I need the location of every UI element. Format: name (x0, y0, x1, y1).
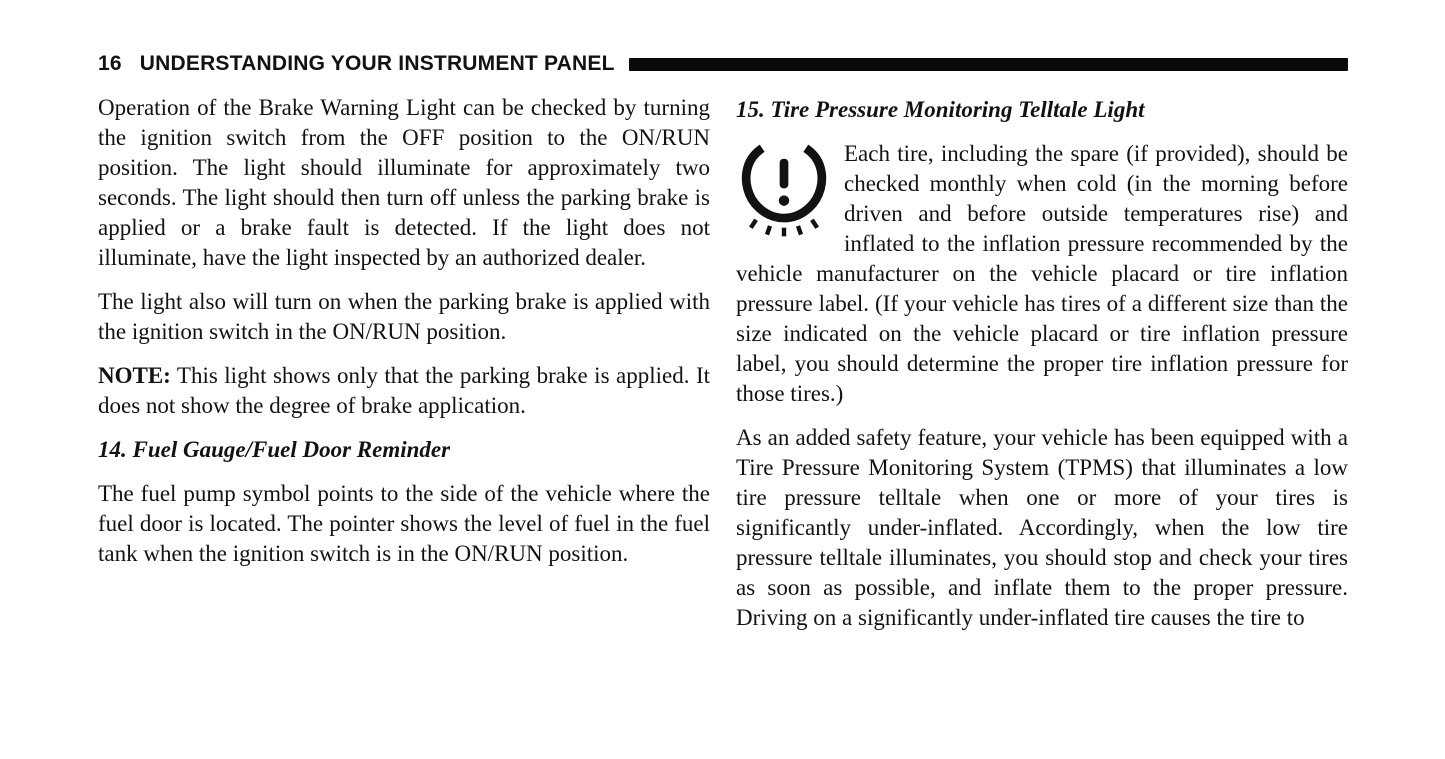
note-text: This light shows only that the parking brake is applied. It does not show the degree of brake application. (98, 363, 710, 418)
section-heading-15-tpms: 15. Tire Pressure Monitoring Telltale Light (736, 97, 1145, 122)
right-column (736, 93, 1348, 633)
paragraph-tire-check-monthly: Each tire, including the spare (if provided), should be checked monthly when cold (in the morning before driven and before outside temperatures rise) and inflated to the inflation pressure recommended by the vehicle manufacturer on the vehicle placard or tire inflation pressure label. (If your vehicle has tires of a different size than the size indicated on the vehicle placard or tire inflation pressure label, you should determine the proper tire inflation pressure for those tires.) (736, 141, 1348, 406)
section-heading-14-fuel-gauge: 14. Fuel Gauge/Fuel Door Reminder (98, 437, 451, 462)
page-number: 16 (98, 52, 122, 75)
paragraph-tpms-safety-feature: As an added safety feature, your vehicle has been equipped with a Tire Pressure Monitoring System (TPMS) that illuminates a low tire pressure telltale when one or more of your tires is significantly under-inflated. Accordingly, when the low tire pressure telltale illuminates, you should stop and check your tires as soon as possible, and inflate them to the proper pressure. Driving on a significantly under-inflated tire causes the tire to (736, 425, 1348, 630)
header-divider-bar (629, 58, 1348, 71)
note-label: NOTE: (98, 363, 171, 388)
paragraph-brake-warning-check: Operation of the Brake Warning Light can be checked by turning the ignition switch from the OFF position to the ON/RUN position. The light should illuminate for approximately two seconds. The light should then turn off unless the parking brake is applied or a brake fault is detected. If the light does not illuminate, have the light inspected by an authorized dealer. (98, 95, 710, 270)
paragraph-parking-brake: The light also will turn on when the parking brake is applied with the ignition switch in the ON/RUN position. (98, 289, 710, 344)
tpms-warning-icon (736, 139, 832, 251)
paragraph-fuel-pump-symbol: The fuel pump symbol points to the side of the vehicle where the fuel door is located. The pointer shows the level of fuel in the fuel tank when the ignition switch is in the ON/RUN position. (98, 481, 710, 566)
header-title: UNDERSTANDING YOUR INSTRUMENT PANEL (139, 52, 615, 75)
two-column-body (98, 93, 1348, 633)
note-paragraph (98, 361, 710, 421)
page-header (98, 52, 1348, 76)
left-column (98, 93, 710, 633)
manual-page (98, 52, 1348, 633)
